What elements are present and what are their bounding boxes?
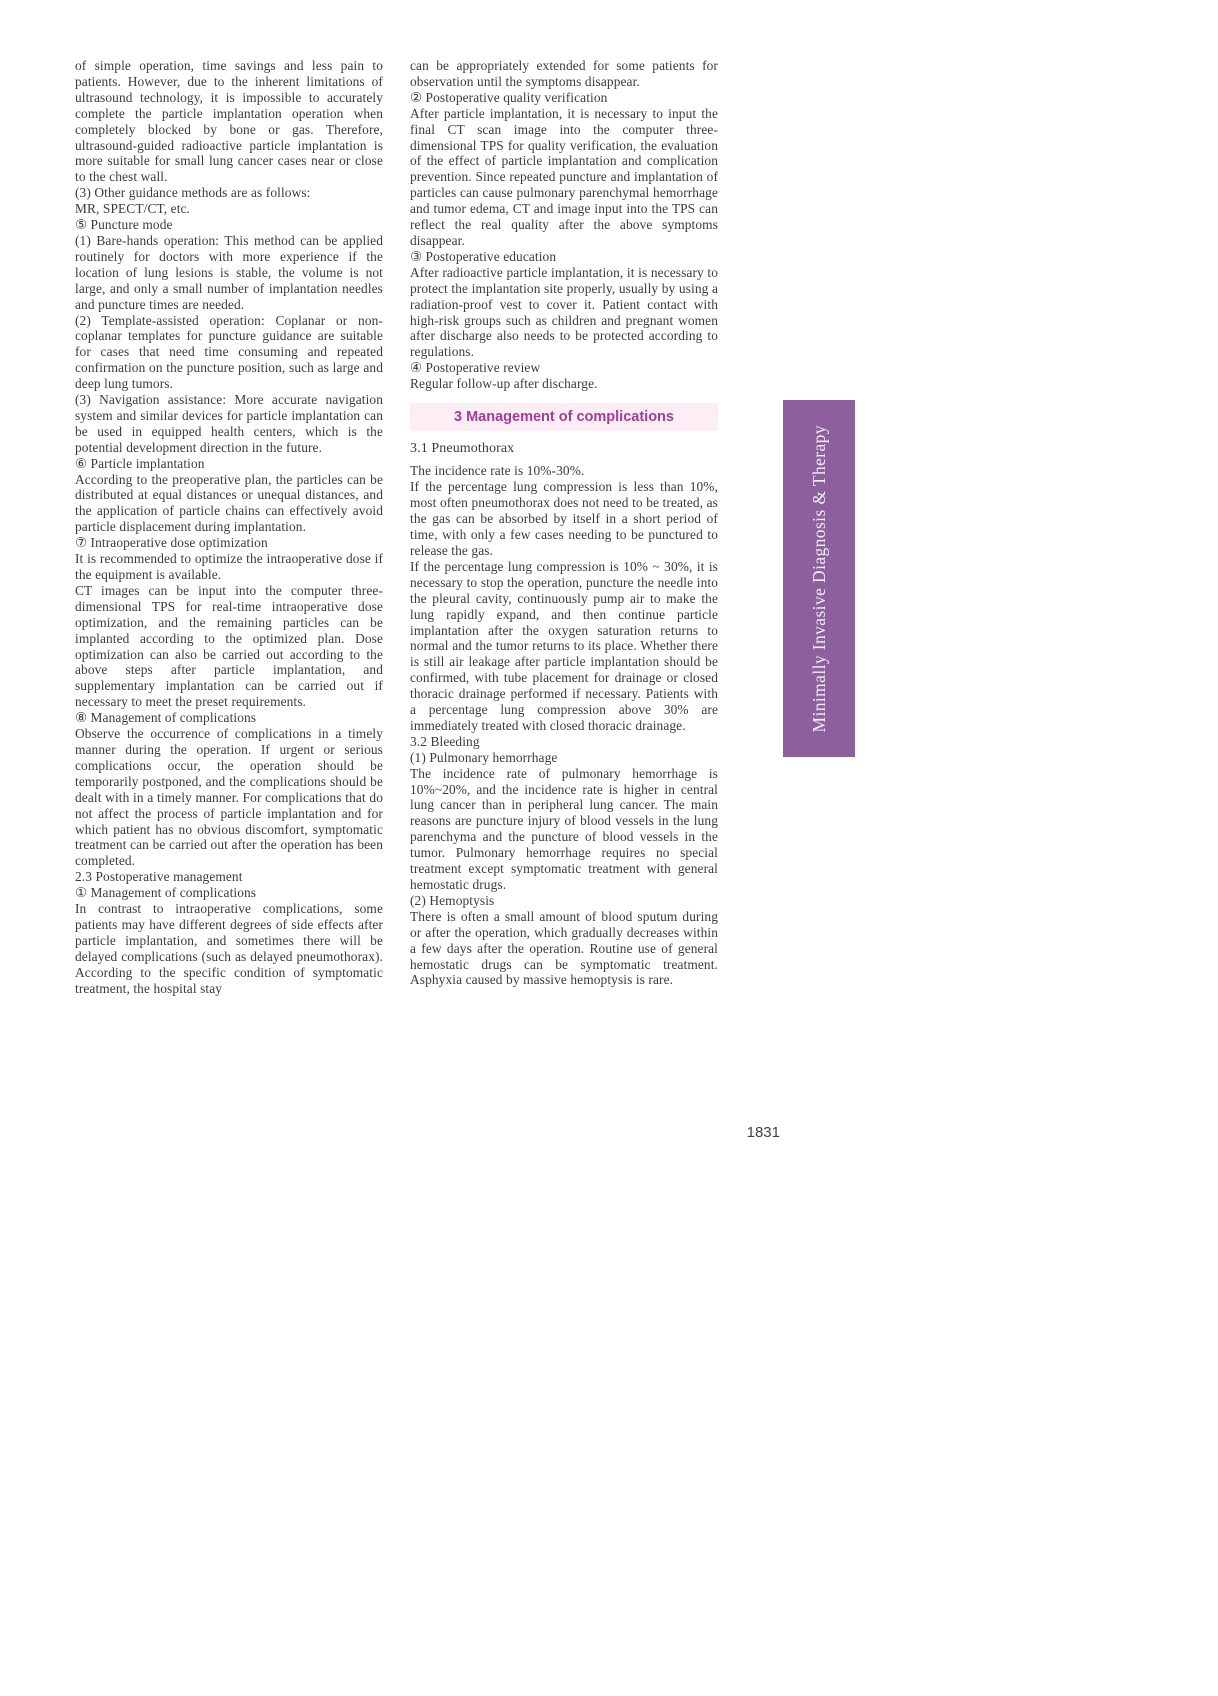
paragraph: According to the preoperative plan, the particles can be distributed at equal distances or unequal distances, and the application of particle chains can effectively avoid particle displacement during implantation. (75, 471, 383, 535)
subsection-heading: 3.1 Pneumothorax (410, 440, 515, 456)
paragraph: If the percentage lung compression is less than 10%, most often pneumothorax does not need to be treated, as the gas can be absorbed by itself in a short period of time, with only a few cases needing to be punctured to release the gas. (410, 479, 718, 558)
page-number: 1831 (746, 1124, 780, 1141)
list-item-heading: ⑦ Intraoperative dose optimization (75, 535, 268, 551)
paragraph: The incidence rate is 10%-30%. (410, 463, 585, 479)
paragraph: (1) Pulmonary hemorrhage (410, 749, 558, 765)
right-text-column (410, 58, 718, 988)
paragraph: CT images can be input into the computer three-dimensional TPS for real-time intraoperative dose optimization, and the remaining particles can be implanted according to the optimized plan. Dose optimization can also be carried out according to the above steps after particle implantation, and supplementary implantation can be carried out if necessary to meet the preset requirements. (75, 582, 383, 710)
paragraph: Observe the occurrence of complications in a timely manner during the operation. If urgent or serious complications occur, the operation should be temporarily postponed, and the complications should be dealt with in a timely manner. For complications that do not affect the process of particle implantation and for which patient has no obvious discomfort, symptomatic treatment can be carried out after the operation has been completed. (75, 726, 383, 869)
list-item-heading: ⑥ Particle implantation (75, 455, 205, 471)
paragraph: (2) Template-assisted operation: Coplanar or non-coplanar templates for puncture guidance are suitable for cases that need time consuming and repeated confirmation on the puncture position, such as large and deep lung tumors. (75, 312, 383, 392)
paragraph: If the percentage lung compression is 10% ~ 30%, it is necessary to stop the operation, puncture the needle into the pleural cavity, continuously pump air to make the lung rapidly expand, and then continue particle implantation after the oxygen saturation returns to normal and the tumor returns to its place. Whether there is still air leakage after particle implantation should be confirmed, with tube placement for drainage or closed thoracic drainage performed if necessary. Patients with a percentage lung compression above 30% are immediately treated with closed thoracic drainage. (410, 558, 718, 733)
list-item-heading: ⑤ Puncture mode (75, 217, 173, 233)
list-item-heading: ④ Postoperative review (410, 360, 541, 376)
left-text-column (75, 58, 383, 996)
list-item-heading: ③ Postoperative education (410, 248, 557, 264)
section-heading-bar: 3 Management of complications (410, 403, 718, 431)
paragraph: After radioactive particle implantation, it is necessary to protect the implantation site properly, usually by using a radiation-proof vest to cover it. Patient contact with high-risk groups such as children and pregnant women after discharge also needs to be protected according to regulations. (410, 264, 718, 360)
paragraph: (1) Bare-hands operation: This method can be applied routinely for doctors with more experience if the location of lung lesions is stable, the volume is not large, and only a small number of implantation needles and puncture times are needed. (75, 232, 383, 312)
subsection-heading: 2.3 Postoperative management (75, 869, 243, 885)
list-item-heading: ⑧ Management of complications (75, 710, 257, 726)
list-item-heading: ② Postoperative quality verification (410, 89, 608, 105)
chapter-side-tab-label: Minimally Invasive Diagnosis & Therapy (808, 424, 829, 733)
paragraph: (3) Other guidance methods are as follows: (75, 185, 311, 201)
paragraph: There is often a small amount of blood sputum during or after the operation, which gradually decreases within a few days after the operation. Routine use of general hemostatic drugs can be symptomatic treatment. Asphyxia caused by massive hemoptysis is rare. (410, 908, 718, 988)
paragraph: can be appropriately extended for some patients for observation until the symptoms disappear. (410, 58, 718, 89)
paragraph: (3) Navigation assistance: More accurate navigation system and similar devices for particle implantation can be used in equipped health centers, which is the potential development direction in the future. (75, 392, 383, 455)
paragraph: The incidence rate of pulmonary hemorrhage is 10%~20%, and the incidence rate is higher in central lung cancer than in peripheral lung cancer. The main reasons are puncture injury of blood vessels in the lung parenchyma and the puncture of blood vessels in the tumor. Pulmonary hemorrhage requires no special treatment except symptomatic treatment with general hemostatic drugs. (410, 765, 718, 892)
paragraph: MR, SPECT/CT, etc. (75, 201, 191, 217)
subsection-heading: 3.2 Bleeding (410, 733, 480, 749)
paragraph: In contrast to intraoperative complications, some patients may have different degrees of side effects after particle implantation, and sometimes there will be delayed complications (such as delayed pneumothorax). According to the specific condition of symptomatic treatment, the hospital stay (75, 901, 383, 996)
chapter-side-tab (783, 400, 855, 757)
list-item-heading: ① Management of complications (75, 885, 257, 901)
paragraph: of simple operation, time savings and less pain to patients. However, due to the inherent limitations of ultrasound technology, it is impossible to accurately complete the particle implantation operation when completely blocked by bone or gas. Therefore, ultrasound-guided radioactive particle implantation is more suitable for small lung cancer cases near or close to the chest wall. (75, 58, 383, 185)
paragraph: It is recommended to optimize the intraoperative dose if the equipment is available. (75, 551, 383, 582)
paragraph: (2) Hemoptysis (410, 892, 495, 908)
paragraph: Regular follow-up after discharge. (410, 376, 598, 392)
paragraph: After particle implantation, it is necessary to input the final CT scan image into the computer three-dimensional TPS for quality verification, the evaluation of the effect of particle implantation and complication prevention. Since repeated puncture and implantation of particles can cause pulmonary parenchymal hemorrhage and tumor edema, CT and image input into the TPS can reflect the real quality after the above symptoms disappear. (410, 105, 718, 248)
